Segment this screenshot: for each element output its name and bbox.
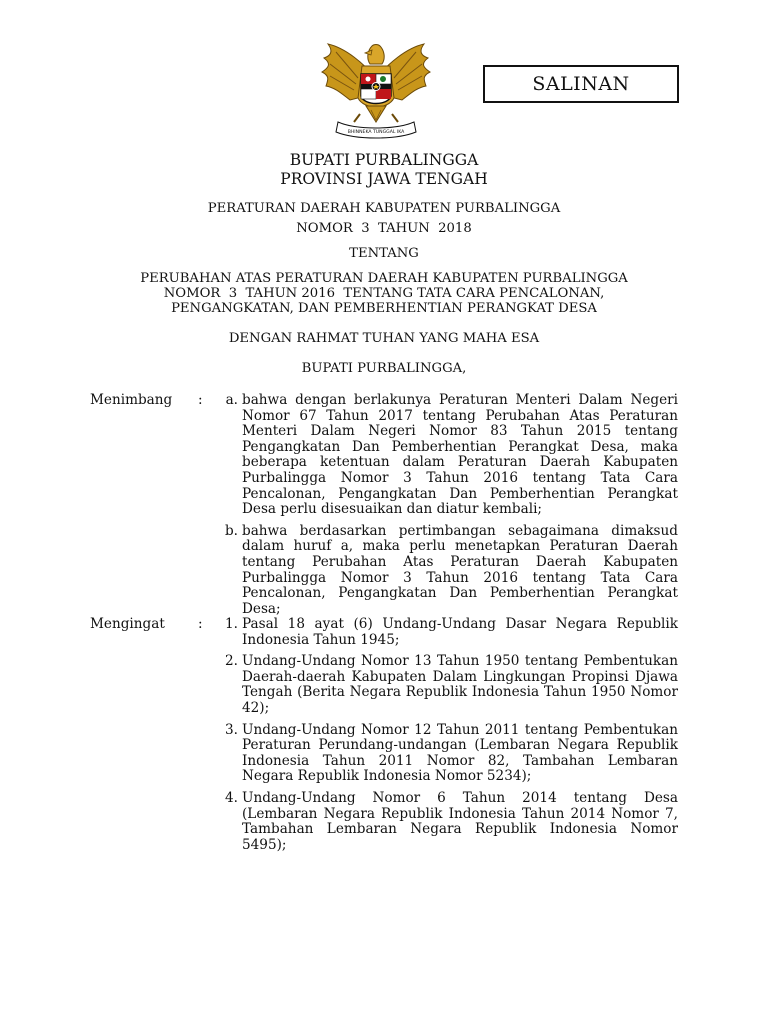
item-marker: 4.: [225, 789, 238, 806]
menimbang-section: [90, 393, 678, 623]
subject-line-3: PENGANGKATAN, DAN PEMBERHENTIAN PERANGKAT DESA: [171, 301, 597, 316]
list-item: [90, 393, 678, 518]
garuda-emblem-icon: [316, 38, 436, 142]
subject-line-2: NOMOR 3 TAHUN 2016 TENTANG TATA CARA PENCALONAN,: [163, 286, 605, 301]
mengingat-label: Mengingat: [90, 616, 165, 632]
item-marker: 3.: [225, 721, 238, 738]
item-text: Undang-Undang Nomor 6 Tahun 2014 tentang Desa (Lembaran Negara Republik Indonesia Tahun 2014 Nomor 7, Tambahan Lembaran Negara Republik Indonesia Nomor 5495);: [242, 789, 678, 853]
item-text: Pasal 18 ayat (6) Undang-Undang Dasar Negara Republik Indonesia Tahun 1945;: [242, 616, 678, 648]
item-text: Undang-Undang Nomor 12 Tahun 2011 tentang Pembentukan Peraturan Perundang-undangan (Lembaran Negara Republik Indonesia Tahun 2011 Nomor 82, Tambahan Lembaran Negara Republik Indonesia Nomor 5234);: [242, 721, 678, 785]
item-text: Undang-Undang Nomor 13 Tahun 1950 tentang Pembentukan Daerah-daerah Kabupaten Dalam Lingkungan Propinsi Djawa Tengah (Berita Negara Republik Indonesia Tahun 1950 Nomor 42);: [242, 653, 678, 716]
tentang-label: TENTANG: [349, 246, 419, 261]
list-item: [90, 654, 678, 716]
authority-line: BUPATI PURBALINGGA,: [301, 361, 467, 376]
item-marker: 2.: [225, 653, 238, 670]
list-item: [90, 524, 678, 618]
item-text: bahwa dengan berlakunya Peraturan Menteri Dalam Negeri Nomor 67 Tahun 2017 tentang Perubahan Atas Peraturan Menteri Dalam Negeri Nomor 83 Tahun 2015 tentang Pengangkatan Dan Pemberhentian Perangkat Desa, maka beberapa ketentuan dalam Peraturan Daerah Kabupaten Purbalingga Nomor 3 Tahun 2016 tentang Tata Cara Pencalonan, Pengangkatan Dan Pemberhentian Perangkat Desa perlu disesuaikan dan diatur kembali;: [242, 392, 678, 518]
item-marker: 1.: [225, 616, 238, 632]
emblem-motto: BHINNEKA TUNGGAL IKA: [347, 130, 405, 135]
item-marker: b.: [224, 522, 238, 539]
list-item: [90, 791, 678, 853]
subject-line-1: PERUBAHAN ATAS PERATURAN DAERAH KABUPATEN PURBALINGGA: [140, 271, 628, 286]
regulation-number: NOMOR 3 TAHUN 2018: [296, 221, 472, 236]
list-item: [90, 723, 678, 785]
header-title: BUPATI PURBALINGGA: [289, 151, 479, 169]
mengingat-colon: :: [198, 616, 203, 632]
menimbang-label: Menimbang: [90, 392, 173, 408]
regulation-title: PERATURAN DAERAH KABUPATEN PURBALINGGA: [207, 201, 561, 216]
header-province: PROVINSI JAWA TENGAH: [280, 170, 488, 188]
blessing-line: DENGAN RAHMAT TUHAN YANG MAHA ESA: [228, 331, 540, 346]
menimbang-colon: :: [198, 392, 203, 408]
list-item: [90, 617, 678, 648]
salinan-stamp: SALINAN: [483, 65, 679, 103]
mengingat-section: [90, 617, 678, 859]
item-marker: a.: [225, 392, 238, 408]
item-text: bahwa berdasarkan pertimbangan sebagaimana dimaksud dalam huruf a, maka perlu menetapkan Peraturan Daerah tentang Perubahan Atas Peraturan Daerah Kabupaten Purbalingga Nomor 3 Tahun 2016 tentang Tata Cara Pencalonan, Pengangkatan Dan Pemberhentian Perangkat Desa;: [242, 522, 678, 617]
